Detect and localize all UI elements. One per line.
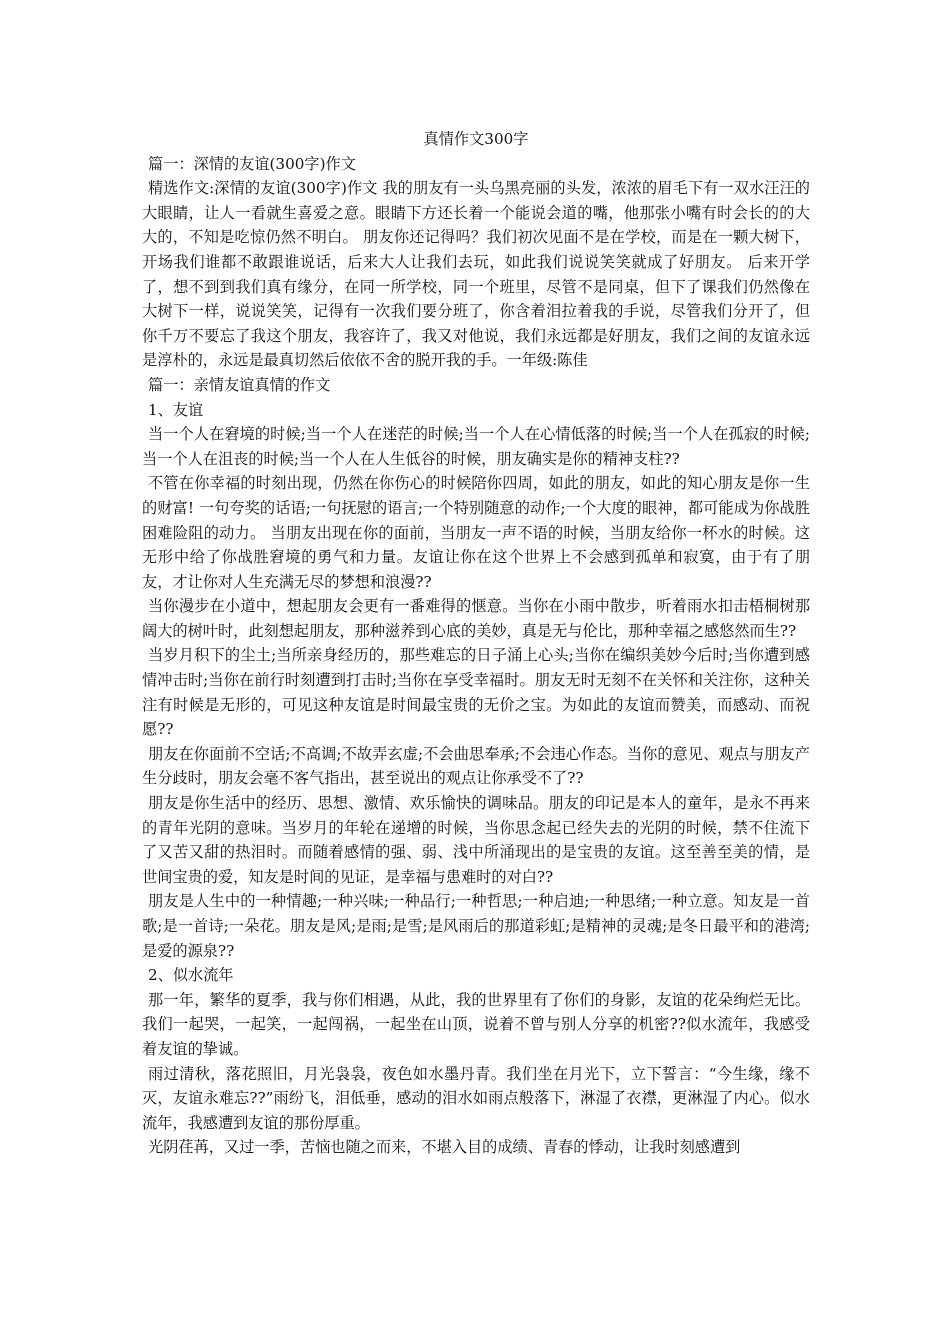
document-title: 真情作文300字 <box>423 130 529 148</box>
paragraph: 当岁月积下的尘土;当所亲身经历的，那些难忘的日子涌上心头;当你在编织美妙今后时;当你遭到感情冲击时;当你在前行时刻遭到打击时;当你在享受幸福时。朋友无时无刻不在关怀和关注你，这种关注有时候是无形的，可见这种友谊是时间最宝贵的无价之宝。为如此的友谊而赞美，而感动、而祝愿?? <box>142 646 810 739</box>
paragraph: 朋友是人生中的一种情趣;一种兴味;一种品行;一种哲思;一种启迪;一种思绪;一种立意。知友是一首歌;是一首诗;一朵花。朋友是风;是雨;是雪;是风雨后的那道彩虹;是精神的灵魂;是冬日最平和的港湾;是爱的源泉?? <box>142 892 810 960</box>
section-heading: 篇一：深情的友谊(300字)作文 <box>148 154 356 173</box>
subsection-heading: 2、似水流年 <box>148 966 234 985</box>
paragraph: 雨过清秋，落花照旧，月光袅袅，夜色如水墨丹青。我们坐在月光下，立下誓言：“今生缘，缘不灭，友谊永难忘??”雨纷飞，泪低垂，感动的泪水如雨点般落下，淋湿了衣襟，更淋湿了内心。似水流年，我感遭到友谊的那份厚重。 <box>142 1064 810 1132</box>
section-heading: 篇一：亲情友谊真情的作文 <box>148 375 331 394</box>
paragraph: 精选作文:深情的友谊(300字)作文 我的朋友有一头乌黑亮丽的头发，浓浓的眉毛下有一双水汪汪的大眼睛，让人一看就生喜爱之意。眼睛下方还长着一个能说会道的嘴，他那张小嘴有时会长的的大大的，不知是吃惊仍然不明白。 朋友你还记得吗？我们初次见面不是在学校，而是在一颗大树下，开场我们谁都不敢跟谁说话，后来大人让我们去玩，如此我们说说笑笑就成了好朋友。 后来开学了，想不到到我们真有缘分，在同一所学校，同一个班里，尽管不是同桌，但下了课我们仍然像在大树下一样，说说笑笑，记得有一次我们要分班了，你含着泪拉着我的手说，尽管我们分开了，但你千万不要忘了我这个朋友，我容许了，我又对他说，我们永远都是好朋友，我们之间的友谊永远是淳朴的，永远是最真切然后依依不舍的脱开我的手。一年级:陈佳 <box>142 179 810 370</box>
paragraph: 光阴荏苒，又过一季，苦恼也随之而来，不堪入目的成绩、青春的悸动，让我时刻感遭到 <box>148 1138 741 1157</box>
paragraph: 那一年，繁华的夏季，我与你们相遇，从此，我的世界里有了你们的身影，友谊的花朵绚烂无比。我们一起哭，一起笑，一起闯祸，一起坐在山顶，说着不曾与别人分享的机密??似水流年，我感受着友谊的挚诚。 <box>142 990 810 1058</box>
paragraph: 朋友是你生活中的经历、思想、激情、欢乐愉快的调味品。朋友的印记是本人的童年，是永不再来的青年光阴的意味。当岁月的年轮在递增的时候，当你思念起已经失去的光阴的时候，禁不住流下了又苦又甜的热泪时。而随着感情的强、弱、浅中所涌现出的是宝贵的友谊。这至善至美的情，是世间宝贵的爱，知友是时间的见证，是幸福与患难时的对白?? <box>142 794 810 886</box>
paragraph: 当你漫步在小道中，想起朋友会更有一番难得的惬意。当你在小雨中散步，听着雨水扣击梧桐树那阔大的树叶时，此刻想起朋友，那种滋养到心底的美妙，真是无与伦比，那种幸福之感悠然而生?? <box>142 597 810 640</box>
paragraph: 朋友在你面前不空话;不高调;不故弄玄虚;不会曲思奉承;不会违心作态。当你的意见、观点与朋友产生分歧时，朋友会毫不客气指出，甚至说出的观点让你承受不了?? <box>142 744 810 788</box>
subsection-heading: 1、友谊 <box>148 400 204 419</box>
document-page <box>142 127 810 1160</box>
paragraph: 不管在你幸福的时刻出现，仍然在你伤心的时候陪你四周，如此的朋友，如此的知心朋友是你一生的财富! 一句夸奖的话语;一句抚慰的语言;一个特别随意的动作;一个大度的眼神，都可能成为你战胜困难险阻的动力。 当朋友出现在你的面前，当朋友一声不语的时候，当朋友给你一杯水的时候。这无形中给了你战胜窘境的勇气和力量。友谊让你在这个世界上不会感到孤单和寂寞，由于有了朋友，才让你对人生充满无尽的梦想和浪漫?? <box>142 474 810 591</box>
paragraph: 当一个人在窘境的时候;当一个人在迷茫的时候;当一个人在心情低落的时候;当一个人在孤寂的时候;当一个人在沮丧的时候;当一个人在人生低谷的时候，朋友确实是你的精神支柱?? <box>142 425 810 468</box>
